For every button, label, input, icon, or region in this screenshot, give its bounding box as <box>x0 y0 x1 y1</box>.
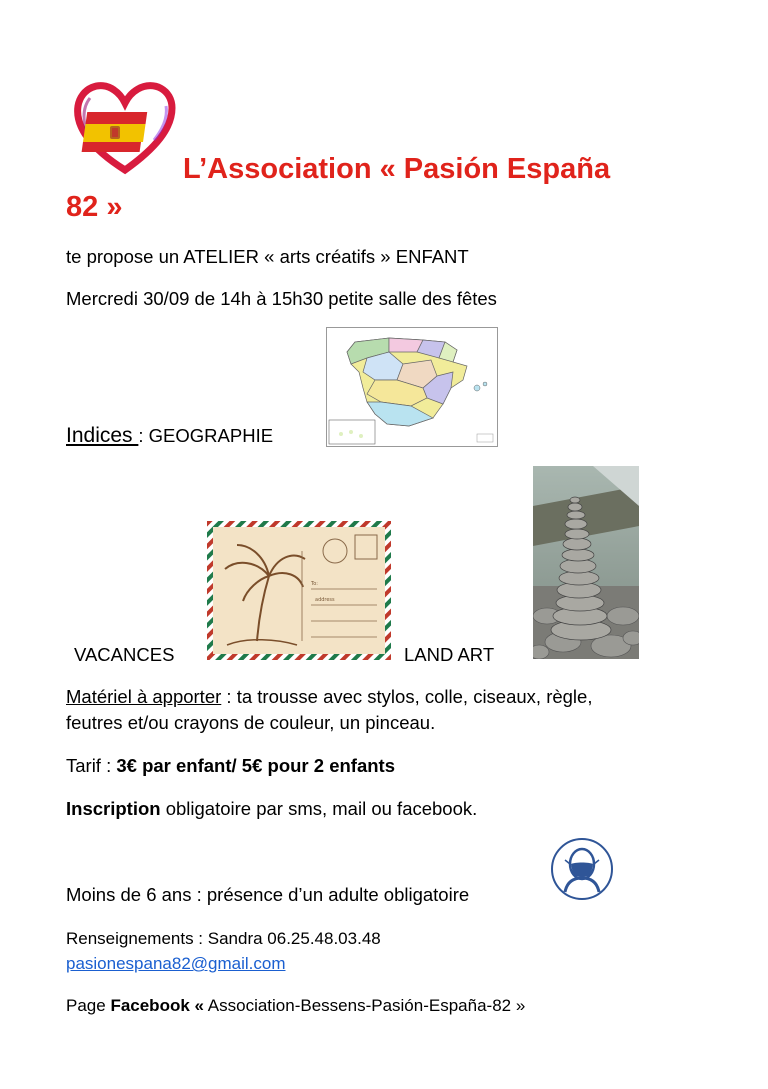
indices-label: Indices <box>66 424 139 447</box>
tarif-line <box>66 754 395 777</box>
moins-line: Moins de 6 ans : présence d’un adulte obligatoire <box>66 884 470 905</box>
tarif-value: 3€ par enfant/ 5€ pour 2 enfants <box>116 755 395 776</box>
inscription-label: Inscription <box>66 798 161 819</box>
postcard-icon <box>207 521 391 660</box>
stone-stack-icon <box>533 466 639 659</box>
intro-line-2: Mercredi 30/09 de 14h à 15h30 petite salle des fêtes <box>66 288 497 309</box>
indices-geography: GEOGRAPHIE <box>148 425 274 446</box>
facebook-label: Facebook « <box>110 996 204 1015</box>
vacances-label: VACANCES <box>74 644 175 665</box>
postcard-image <box>207 521 391 660</box>
inscription-line <box>66 797 477 820</box>
contact-line: Renseignements : Sandra 06.25.48.03.48 <box>66 929 381 948</box>
indices-separator: : <box>138 425 149 446</box>
postcard-address-label: address <box>315 597 335 603</box>
materiel-line-1 <box>66 685 592 708</box>
page-title-line1: L’Association « Pasión España <box>183 153 611 185</box>
face-mask-image <box>551 838 613 900</box>
materiel-text-1: : ta trousse avec stylos, colle, ciseaux, règle, <box>221 686 593 707</box>
land-art-image <box>533 466 639 659</box>
tarif-label: Tarif : <box>66 755 117 776</box>
heart-flag-logo <box>70 78 180 178</box>
postcard-to-label: To: <box>311 581 318 587</box>
facebook-name: Association-Bessens-Pasión-España-82 » <box>203 996 526 1015</box>
heart-flag-icon <box>70 78 180 178</box>
facebook-prefix: Page <box>66 996 111 1015</box>
materiel-line-2: feutres et/ou crayons de couleur, un pinceau. <box>66 712 436 733</box>
intro-line-1: te propose un ATELIER « arts créatifs » ENFANT <box>66 246 469 267</box>
inscription-text: obligatoire par sms, mail ou facebook. <box>160 798 478 819</box>
materiel-label: Matériel à apporter <box>66 686 222 707</box>
indices-line <box>66 424 273 448</box>
email-link[interactable]: pasionespana82@gmail.com <box>66 954 286 973</box>
land-art-label: LAND ART <box>404 644 495 665</box>
contact-email-wrap <box>66 953 286 974</box>
page-title-line2: 82 » <box>66 191 123 223</box>
spain-map-icon <box>327 328 497 446</box>
spain-map-image <box>326 327 498 447</box>
facebook-line <box>66 995 525 1016</box>
face-mask-icon <box>551 838 613 900</box>
